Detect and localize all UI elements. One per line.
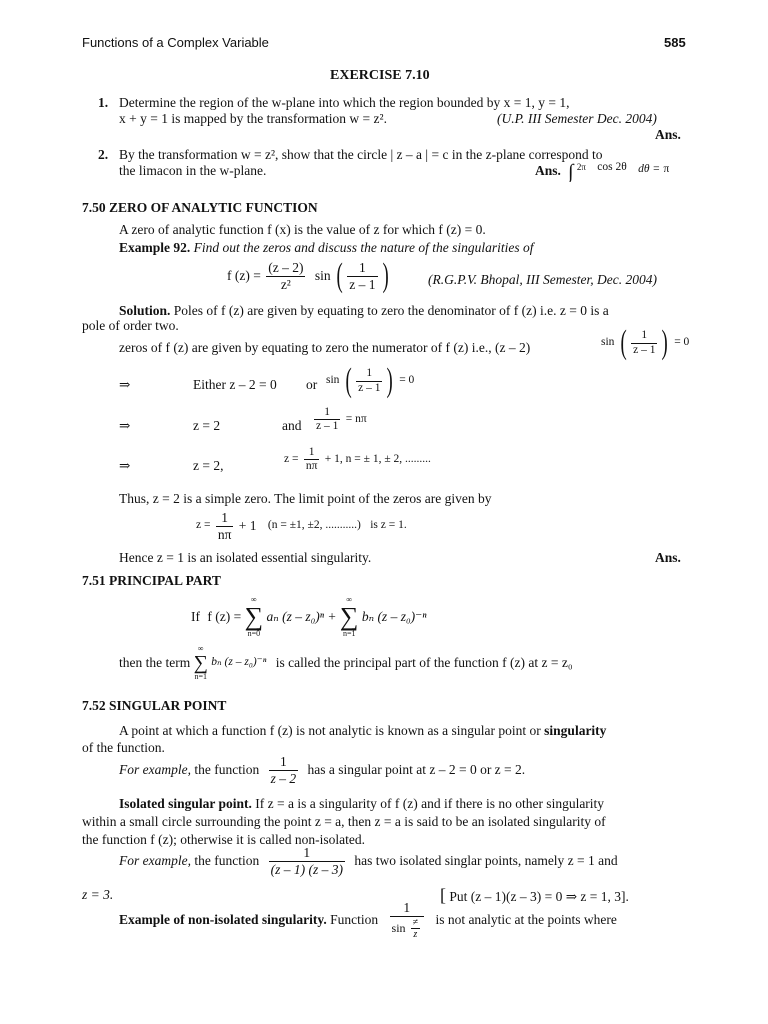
principal-part-line (119, 645, 573, 689)
nonisolated-inner-fraction (411, 917, 421, 941)
exercise-q1-number: 1. (98, 95, 109, 110)
sum1-upper: ∞ (251, 595, 257, 604)
sum2-upper: ∞ (346, 595, 353, 604)
nonisolated-fraction (390, 900, 425, 941)
running-header-title: Functions of a Complex Variable (82, 35, 269, 50)
example-2-numerator: 1 (269, 845, 345, 862)
exercise-q1-line2: x + y = 1 is mapped by the transformation w = z². (119, 111, 387, 126)
laurent-term1: aₙ (z – z₀)ⁿ + (266, 608, 337, 624)
singular-def-line2: of the function. (82, 740, 165, 755)
step3-lhs: z = (284, 452, 299, 465)
limit-is: is z = 1. (370, 519, 407, 532)
left-paren: ( (620, 324, 627, 361)
equation-numerator: (z – 2) (268, 259, 304, 275)
limit-rest: + 1 (238, 517, 257, 533)
exercise-q2-answer-formula (568, 160, 669, 182)
right-paren: ) (387, 362, 394, 399)
step1-denominator: z – 1 (358, 381, 381, 394)
zeros-numerator: 1 (631, 329, 657, 343)
equation-inner-fraction (347, 260, 377, 292)
inner-numerator: 1 (347, 260, 377, 277)
step3-rest: + 1, n = ± 1, ± 2, ......... (324, 452, 431, 465)
step2-z: z = 2 (193, 418, 221, 433)
section-7-52-heading: 7.52 SINGULAR POINT (82, 698, 227, 713)
equation-denominator: z² (280, 276, 291, 292)
example-2-put: Put (z – 1)(z – 3) = 0 ⇒ z = 1, 3]. (449, 889, 629, 904)
sigma-symbol: ∑ (244, 602, 264, 631)
laurent-series-equation (191, 596, 427, 644)
example-92-equation (227, 259, 391, 303)
zero-definition: A zero of analytic function f (x) is the value of z for which f (z) = 0. (119, 222, 486, 237)
limit-numerator: 1 (216, 510, 234, 527)
step3-numerator: 1 (304, 446, 320, 460)
nonisolated-rest: is not analytic at the points where (435, 912, 617, 928)
for-example-2: For example, (119, 852, 191, 868)
exercise-q1-ans: Ans. (655, 127, 681, 142)
nonisolated-sin: sin (391, 920, 406, 935)
isolated-line2: within a small circle surrounding the point z = a, then z = a is said to be an isolated singularity of (82, 814, 606, 829)
section-7-50-ans: Ans. (655, 550, 681, 565)
implies-3: ⇒ (119, 458, 131, 473)
nonisolated-numerator: 1 (390, 900, 425, 917)
step2-and: and (282, 418, 302, 433)
summation-3 (194, 645, 208, 681)
step1-expression (326, 364, 414, 408)
equation-fraction (266, 260, 305, 292)
answer-rhs: π (663, 163, 670, 175)
integral-sign: ∫ (568, 161, 574, 182)
step3-z: z = 2, (193, 458, 224, 473)
principal-then: then the term (119, 654, 191, 670)
example-1-fraction (269, 754, 299, 786)
example-1-function-word: the function (194, 761, 260, 777)
summation-1 (245, 596, 264, 638)
laurent-lhs: f (z) = (207, 608, 242, 624)
singular-def-line1 (119, 723, 606, 739)
zeros-sin: sin (601, 336, 615, 349)
section-7-50-heading: 7.50 ZERO OF ANALYTIC FUNCTION (82, 200, 318, 215)
step2-denominator: z – 1 (316, 420, 339, 433)
limit-lhs: z = (196, 519, 211, 532)
isolated-line3: the function f (z); otherwise it is called non-isolated. (82, 832, 366, 847)
exercise-q2-number: 2. (98, 147, 109, 162)
nonisolated-line (119, 900, 617, 956)
step2-fraction (314, 406, 340, 433)
exercise-q2-ans: Ans. (535, 163, 561, 178)
example-1-rest: has a singular point at z – 2 = 0 or z = 2. (307, 761, 526, 777)
answer-integrand-numerator: cos 2θ (597, 161, 627, 173)
sigma-symbol: ∑ (339, 602, 359, 631)
zeros-denominator: z – 1 (633, 343, 656, 356)
example-1-numerator: 1 (269, 754, 299, 771)
step3-denominator: nπ (305, 460, 318, 473)
sum3-upper: ∞ (197, 644, 204, 653)
example-2-denominator: (z – 1) (z – 3) (270, 861, 343, 877)
example-2-function-word: the function (194, 852, 260, 868)
step1-sin: sin (326, 374, 340, 387)
sigma-symbol: ∑ (193, 652, 208, 674)
equation-sin: sin (314, 267, 331, 283)
integral-upper-limit: 2π (576, 162, 586, 172)
exercise-q1-line1: Determine the region of the w-plane into which the region bounded by x = 1, y = 1, (119, 95, 570, 110)
step1-numerator: 1 (356, 367, 382, 381)
step1-equals: = 0 (399, 374, 415, 387)
zeros-equals: = 0 (674, 336, 690, 349)
right-paren: ) (382, 257, 389, 294)
thus-line: Thus, z = 2 is a simple zero. The limit point of the zeros are given by (119, 491, 492, 506)
singular-def-text: A point at which a function f (z) is not analytic is known as a singular point or (119, 723, 541, 738)
sum1-lower: n=0 (247, 629, 261, 638)
sum3-lower: n=1 (194, 672, 207, 681)
nonisolated-function-word: Function (330, 912, 379, 928)
step3-fraction (304, 446, 320, 473)
nonisolated-label: Example of non-isolated singularity. (119, 912, 327, 928)
limit-denominator: nπ (217, 526, 232, 542)
isolated-text: If z = a is a singularity of f (z) and if there is no other singularity (255, 796, 605, 811)
summation-2 (340, 596, 359, 638)
step2-expression (312, 406, 367, 446)
limit-point-equation (196, 510, 407, 550)
example-92-reference: (R.G.P.V. Bhopal, III Semester, Dec. 2004) (428, 272, 657, 287)
example-92-line (119, 240, 534, 256)
step3-expression (284, 446, 431, 486)
nonisolated-inner-bottom: z (413, 929, 418, 941)
principal-term: bₙ (z – z₀)⁻ⁿ (211, 656, 267, 669)
solution-line1 (119, 303, 609, 319)
isolated-label: Isolated singular point. (119, 796, 252, 811)
equation-lhs: f (z) = (227, 267, 261, 283)
solution-text: Poles of f (z) are given by equating to zero the denominator of f (z) i.e. z = 0 is a (173, 303, 609, 318)
zeros-fraction (631, 329, 657, 356)
example-2-z3: z = 3. (82, 887, 114, 902)
example-92-text: Find out the zeros and discuss the nature of the singularities of (193, 240, 534, 255)
example-2-line (119, 845, 618, 885)
step1-fraction (356, 367, 382, 394)
limit-fraction (216, 510, 234, 542)
left-paren: ( (336, 257, 343, 294)
sum2-lower: n=1 (342, 629, 356, 638)
exercise-title: EXERCISE 7.10 (330, 68, 430, 83)
nonisolated-denominator (390, 917, 425, 941)
step2-rhs: = nπ (345, 412, 367, 425)
zeros-text: zeros of f (z) are given by equating to zero the numerator of f (z) i.e., (z – 2) (119, 340, 531, 355)
example-2-fraction (269, 845, 345, 877)
answer-differential: dθ = (638, 163, 661, 175)
hence-line: Hence z = 1 is an isolated essential singularity. (119, 550, 372, 565)
example-1-denominator: z – 2 (270, 770, 297, 786)
left-paren: ( (345, 362, 352, 399)
section-7-51-heading: 7.51 PRINCIPAL PART (82, 573, 221, 588)
step2-numerator: 1 (314, 406, 340, 420)
right-paren: ) (662, 324, 669, 361)
for-example-1: For example, (119, 761, 191, 777)
solution-line2: pole of order two. (82, 318, 179, 333)
exercise-q2-line1: By the transformation w = z², show that the circle | z – a | = c in the z-plane correspond to (119, 147, 603, 162)
solution-label: Solution. (119, 303, 171, 318)
left-bracket: [ (440, 885, 446, 905)
singularity-term: singularity (544, 723, 607, 738)
implies-2: ⇒ (119, 418, 131, 433)
implies-1: ⇒ (119, 377, 131, 392)
step1-or: or (306, 377, 318, 392)
principal-rest: is called the principal part of the function f (z) at z = z₀ (275, 654, 573, 670)
isolated-line1 (119, 796, 604, 812)
inner-denominator: z – 1 (349, 276, 376, 292)
nonisolated-inner-top: ≠ (412, 916, 419, 928)
exercise-q1-reference: (U.P. III Semester Dec. 2004) (497, 111, 657, 126)
example-92-label: Example 92. (119, 240, 191, 255)
exercise-q2-line2: the limacon in the w-plane. (119, 163, 267, 178)
example-2-rest: has two isolated singlar points, namely z = 1 and (354, 852, 618, 868)
limit-condition: (n = ±1, ±2, ...........) (267, 519, 361, 532)
laurent-if: If (191, 608, 200, 624)
step1-either: Either z – 2 = 0 (193, 377, 277, 392)
example-1-line (119, 754, 525, 794)
zeros-expression (601, 326, 689, 370)
laurent-term2: bₙ (z – z₀)⁻ⁿ (361, 608, 427, 624)
page-number: 585 (664, 35, 686, 50)
